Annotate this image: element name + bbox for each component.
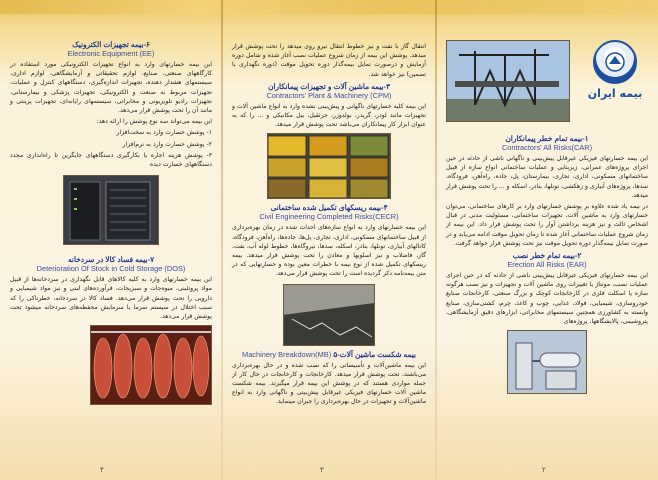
cpm-heading [232, 82, 426, 100]
ee-heading [10, 40, 212, 58]
meat-storage-illustration [90, 326, 211, 405]
ee-title-fa: ۶-بیمه تجهیزات الکترونیک [72, 40, 150, 49]
cpm-text: این بیمه کلیه خسارتهای ناگهانی و پیش‌بینی نشده وارد به انواع ماشین آلات و تجهیزات مانند لودر، گریدر، بولدوزر، جرثقیل، بیل مکانیکی و ... را که به عنوان ابزار کار پیمانکاران می‌باشد تحت پوشش قرار میدهد. [232, 102, 426, 129]
ee-title-en: Electronic Equipment (EE) [67, 49, 155, 58]
mb-title-fa: ۵-بیمه شکست ماشین آلات [333, 349, 416, 359]
ear-text: این بیمه خسارتهای فیزیکی غیرقابل پیش‌بینی ناشی از حادثه که در حین اجرای عملیات نصب، مونتاژ یا تغییرات روی ماشین آلات و تجهیزات و نیز نصب هرگونه سازه یا اسکلت فلزی در کارخانجات کوچک و بزرگ صنعتی، کارخانجات صنایع خودروسازی، شیمیایی، فولاد، غذایی، چوب و کاغذ، چرم، کشتی‌سازی، صنایع وابسته به کشاورزی همچنین سیستمهای مخابراتی، ابزارهای دقیق آزمایشگاهی، پتروشیمی، پالایشگاهها، پروژه‌های [446, 272, 648, 326]
iran-insurance-emblem-icon [593, 40, 637, 84]
brand-logo [582, 40, 648, 100]
panel-right [436, 0, 658, 480]
dos-title-en: Deterioration Of Stock in Cold Storage (DOS) [36, 264, 186, 274]
cecr-text: این بیمه خسارتهای وارد به انواع سازه‌های احداث شده در زمان بهره‌برداری از قبیل ساختمانهای مسکونی، اداری، تجاری، پل‌ها، جاده‌ها، راه‌آهن، فرودگاه، کانالهای آبیاری، تونلها، بنادر، اسکله، سدها، نیروگاه‌ها، خطوط لوله آب، نفت، گاز، فاضلاب و نیز اسلوبها و معادن را تحت پوشش قرار میدهد. بیمه ریسکهای تکمیل شده از نوع بیمه با خطرات معین بوده و خسارتهایی که در متن بیمه‌نامه ذکر گردیده است را تحت پوشش قرار می‌دهد. [232, 224, 426, 278]
page-number-4: ۴ [100, 466, 104, 474]
mb-title-en: Machinery Breakdown(MB) [242, 349, 332, 359]
server-rack-illustration [63, 176, 158, 245]
mb-heading [232, 350, 426, 359]
car-heading [446, 134, 648, 152]
machinery-collage-illustration [267, 134, 390, 199]
cecr-heading [232, 203, 426, 221]
ear-heading [446, 251, 648, 269]
collapsed-road-photo [283, 284, 375, 346]
panel-left [0, 0, 222, 480]
page-number-2: ۲ [542, 466, 546, 474]
page-number-3: ۳ [320, 466, 324, 474]
mb-text: این بیمه ماشین‌آلات و تأسیساتی را که نصب شده و در حال بهره‌برداری می‌باشند، تحت پوشش قرار میدهد. کارخانجات و کارخانجات در حال کار از جمله مواردی هستند که در پوشش این بیمه قرار میگیرند. بیمه شکست ماشین آلات خسارتهای فیزیکی غیرقابل پیش‌بینی و ناگهانی وارد به انواع ماشین‌آلات و تجهیزات در حال بهره‌برداری را جبران مینماید. [232, 361, 426, 406]
construction-site-photo [446, 40, 570, 122]
panel-middle [222, 0, 436, 480]
car-title-fa: ۱-بیمه تمام خطر پیمانکاران [505, 134, 589, 143]
car-text: این بیمه خسارتهای فیزیکی غیرقابل پیش‌بینی و ناگهانی ناشی از حادثه در حین اجرای پروژه‌های عمرانی، زیربنایی و عملیات ساختمانی انواع سازه از قبیل ساختمانهای مسکونی، اداری، تجاری، بیمارستان، پل، جاده، راه‌آهن، فرودگاه، سدها، پروژه‌های آبیاری و زهکشی، تونلها، بنادر، اسکله و ... را تحت پوشش قرار میدهد. [446, 155, 648, 199]
machinery-collage-photo [267, 133, 391, 199]
ee-text: این بیمه خسارتهای وارد به انواع تجهیزات الکترونیکی مورد استفاده در کارگاههای صنعتی، صنایع، لوازم تحقیقاتی و آزمایشگاهی، لوازم اداری، سیستمهای هشدار دهنده، تجهیزات اندازه‌گیری، دستگاههای کنترل و عملیات، تجهیزات مربوط به صنعت و الکترونیکی، تجهیزات پزشکی و بیمارستانی، تجهیزات رادیو تلویزیونی و مخابراتی، سیستمهای رایانه‌ای، تجهیزات پرینتی و مانند آن را تحت پوشش قرار می‌دهد. [10, 61, 212, 115]
emblem-symbol-icon [603, 50, 627, 74]
cpm-title-en: Contractors' Plant & Machinery (CPM) [266, 90, 392, 100]
electronic-equipment-photo [63, 175, 159, 245]
ee-item-1: ۱- پوشش خسارت وارد به سخت‌افزار [116, 129, 212, 137]
ee-item-2: ۲- پوشش خسارت وارد به نرم‌افزار [122, 140, 212, 148]
collapsed-road-illustration [283, 285, 374, 346]
ear-continued-text: انتقال گاز با نفت و نیز خطوط انتقال نیرو روی میدهد را تحت پوشش قرار میدهد. پوشش این بیمه از زمان شروع عملیات نصب آغاز شده و شامل دوره آزمایش و درصورت تمایل بیمه‌گذار دوره تحویل موقت (دوره نگهداری یا تضمین) نیز خواهد شد. [232, 43, 426, 78]
ear-title-fa: ۲-بیمه تمام خطر نصب [512, 251, 582, 261]
car-title-en: Contractors' All Risks(CAR) [501, 143, 593, 152]
cold-storage-photo [90, 325, 212, 405]
ee-items-intro: این بیمه می‌تواند سه نوع پوشش را ارائه دهد: [96, 118, 212, 126]
cecr-title-fa: ۴-بیمه ریسکهای تکمیل شده ساختمانی [270, 203, 388, 213]
ear-title-en: Erection All Risks (EAR) [507, 260, 587, 270]
industrial-plant-photo [507, 330, 587, 394]
ee-item-3: ۳- پوشش هزینه اجاره یا بکارگیری دستگاههای جایگزین تا راه‌اندازی مجدد دستگاههای خسارت دیده [10, 151, 212, 169]
dos-heading [10, 255, 212, 273]
dos-text: این بیمه خسارتهای وارد به کلیه کالاهای قابل نگهداری در سردخانه‌ها از قبیل مواد پروتئینی، میوه‌جات و سبزیجات، فرآورده‌های لبنی و نیز مواد شیمیایی و دارویی را تحت پوشش قرار می‌دهد. فساد کالا در سردخانه، خطرناکی را که سبب اختلال در سیستم سرما یا سرمایش محفظه‌های سردخانه میشود تحت پوشش قرار می‌دهد. [10, 276, 212, 321]
cecr-title-en: Civil Engineering Completed Risks(CECR) [259, 212, 399, 222]
car-text-2: در بیمه یاد شده علاوه بر پوشش خسارتهای وارد بر کارهای ساختمانی، می‌توان خسارتهای وارد به ماشین آلات، تجهیزات ساختمانی، مسئولیت مدنی در قبال اشخاص ثالث و نیز هزینه برداشتن آوار را تحت پوشش قرار داد. این بیمه از زمان شروع عملیات ساختمانی آغاز شده تا زمان تحویل موقت ادامه می‌یابد و در صورت تمایل بیمه‌گذار دوره تحویل موقت نیز تحت پوشش قرار خواهد گرفت. [446, 203, 648, 247]
construction-crane-illustration [446, 41, 569, 122]
dos-title-fa: ۷-بیمه فساد کالا در سردخانه [67, 255, 155, 265]
cpm-title-fa: ۳-بیمه ماشین آلات و تجهیزات پیمانکاران [267, 81, 391, 91]
refinery-tanks-illustration [507, 331, 586, 394]
brand-name: بیمه ایران [587, 87, 643, 100]
